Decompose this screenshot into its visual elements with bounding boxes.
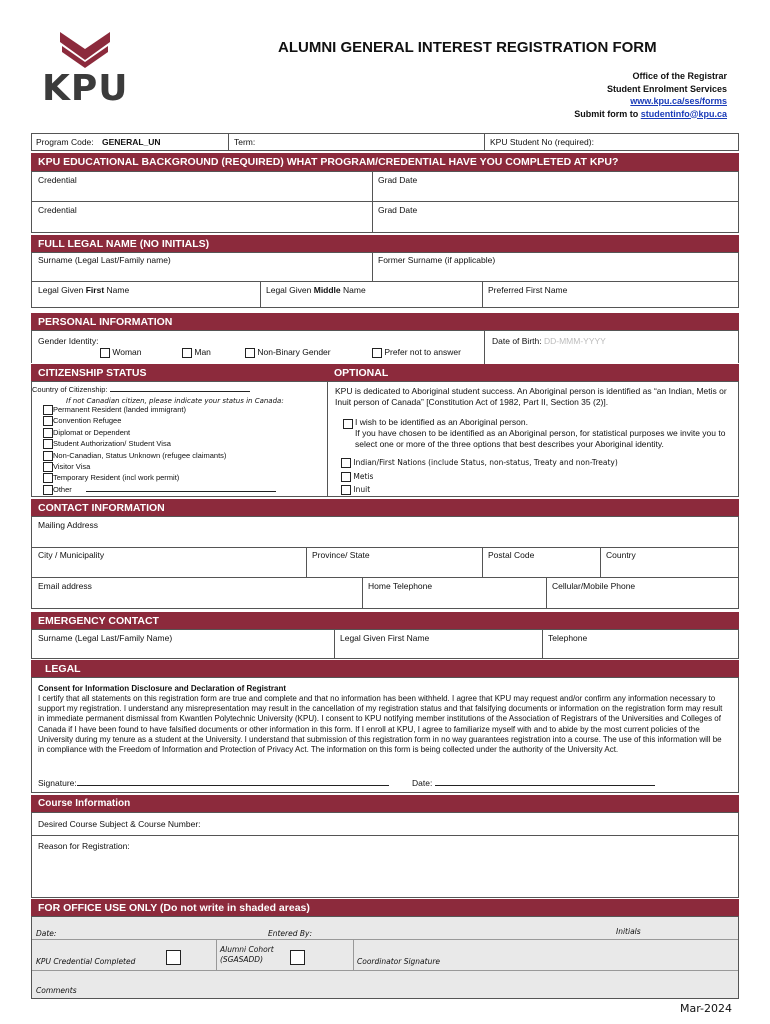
submit-prefix: Submit form to: [574, 108, 641, 119]
checkbox-icon[interactable]: [341, 458, 351, 468]
credential-completed-checkbox[interactable]: [166, 950, 181, 965]
status-label: Convention Refugee: [53, 416, 122, 426]
alumni-cohort: [220, 945, 274, 965]
grad-date-field-1[interactable]: Grad Date: [378, 175, 418, 185]
status-label: Student Authorization/ Student Visa: [53, 439, 171, 449]
checkbox-icon[interactable]: [43, 451, 53, 461]
coordinator-signature-label: Coordinator Signature: [357, 957, 441, 966]
gender-woman-label: Woman: [112, 347, 142, 357]
checkbox-icon[interactable]: [43, 485, 53, 495]
status-option[interactable]: [43, 438, 276, 449]
checkbox-icon[interactable]: [43, 416, 53, 426]
alumni-cohort-code: (SGASADD): [220, 955, 263, 964]
entered-by-label: Entered By:: [268, 929, 313, 938]
middle-prefix: Legal Given: [266, 285, 314, 295]
country-field[interactable]: [32, 385, 250, 394]
middle-suffix: Name: [340, 285, 366, 295]
status-option[interactable]: [43, 461, 276, 472]
gender-nonbinary[interactable]: [245, 347, 331, 358]
legal-heading: LEGAL: [31, 660, 739, 677]
preferred-name-field[interactable]: Preferred First Name: [488, 285, 568, 295]
alumni-cohort-checkbox[interactable]: [290, 950, 305, 965]
emergency-heading: EMERGENCY CONTACT: [31, 612, 739, 629]
consent-title: Consent for Information Disclosure and Declaration of Registrant: [38, 684, 287, 693]
postal-code-field[interactable]: Postal Code: [488, 550, 535, 560]
middle-bold: Middle: [313, 285, 341, 295]
credential-completed-label: KPU Credential Completed: [36, 957, 136, 966]
optional-heading: OPTIONAL: [327, 364, 739, 381]
signature-label: Signature:: [38, 778, 77, 788]
gender-woman[interactable]: [100, 347, 142, 358]
alumni-cohort-label: Alumni Cohort: [220, 945, 274, 954]
legal-name-section: [31, 252, 739, 308]
identity-label: Inuit: [353, 485, 371, 494]
dob-label: Date of Birth:: [492, 336, 542, 346]
status-option[interactable]: [43, 415, 276, 426]
checkbox-icon[interactable]: [43, 462, 53, 472]
gender-nonbinary-label: Non-Binary Gender: [257, 347, 331, 357]
term-field[interactable]: Term:: [234, 137, 256, 147]
identity-label: Indian/First Nations (include Status, non-status, Treaty and non-Treaty): [353, 458, 618, 467]
legal-date-field[interactable]: [412, 778, 655, 788]
identify-line-2: If you have chosen to be identified as an Aboriginal person, for statistical purposes we invite you to select one or more of the three options that best describes your Aboriginal identity.: [355, 428, 726, 449]
education-heading: KPU EDUCATIONAL BACKGROUND (REQUIRED) WHAT PROGRAM/CREDENTIAL HAVE YOU COMPLETED AT KPU?: [31, 153, 739, 171]
course-subject-field[interactable]: Desired Course Subject & Course Number:: [38, 819, 201, 829]
identity-option[interactable]: [341, 456, 618, 470]
city-field[interactable]: City / Municipality: [38, 550, 105, 560]
forms-link[interactable]: www.kpu.ca/ses/forms: [630, 96, 727, 106]
status-option-other[interactable]: [43, 484, 276, 495]
emergency-section: [31, 629, 739, 659]
citizenship-heading: CITIZENSHIP STATUS: [31, 364, 327, 381]
consent-text: I certify that all statements on this registration form are true and complete and that no information has been withheld. I agree that KPU may request and/or confirm any information necessary to support my registration. I understand any misrepresentation may result in the cancellation of my registration status and that falsifying documents or information on the registration form may result in immediate permanent dismissal from Kwantlen Polytechnic University (KPU). I consent to KPU notifying member institutions of the Association of Registrars of the Universities and Colleges of Canada if I have been found to have falsified documents or other information in this form. If I enroll at KPU, I agree to familiarize myself with and to abide by the most current policies of the University during my tenure as a student at the University. I understand that submission of this registration form in no way guarantees registration into a course. The use of this information will be in compliance with the Freedom of Information and Protection of Privacy Act. The information on this form is being collected under the authority of the University Act.: [38, 694, 723, 755]
education-section: [31, 171, 739, 233]
status-label: Visitor Visa: [53, 462, 91, 472]
gender-prefer-not-label: Prefer not to answer: [384, 347, 461, 357]
status-list: [43, 404, 276, 495]
program-code-value: GENERAL_UN: [102, 137, 161, 147]
status-option[interactable]: [43, 404, 276, 415]
course-heading: Course Information: [31, 795, 739, 812]
given-prefix: Legal Given: [38, 285, 86, 295]
program-code-label: Program Code:: [36, 137, 94, 147]
checkbox-icon[interactable]: [372, 348, 382, 358]
status-option[interactable]: [43, 450, 276, 461]
cell-phone-field[interactable]: Cellular/Mobile Phone: [552, 581, 636, 591]
comments-label: Comments: [36, 986, 77, 995]
given-middle-name-field[interactable]: [266, 285, 366, 295]
office-date-label: Date:: [36, 929, 57, 938]
checkbox-icon[interactable]: [341, 472, 351, 482]
office-section: [31, 916, 739, 999]
dob-placeholder: DD-MMM-YYYY: [543, 336, 606, 346]
services-name: Student Enrolment Services: [606, 83, 727, 94]
former-surname-field[interactable]: Former Surname (if applicable): [378, 255, 496, 265]
status-label: Temporary Resident (incl work permit): [53, 473, 180, 483]
kpu-logo: [40, 32, 130, 110]
aboriginal-identify: [355, 417, 735, 450]
identify-line-1: I wish to be identified as an Aboriginal person.: [355, 417, 528, 427]
status-label: Other: [53, 484, 72, 494]
gender-prefer-not[interactable]: [372, 347, 461, 358]
status-label: Diplomat or Dependent: [53, 427, 131, 437]
status-label: Permanent Resident (landed immigrant): [53, 405, 186, 414]
emergency-surname-field[interactable]: Surname (Legal Last/Family Name): [38, 633, 173, 643]
status-note: If not Canadian citizen, please indicate your status in Canada:: [66, 397, 284, 405]
gender-man[interactable]: [182, 347, 211, 358]
credential-field-2[interactable]: Credential: [38, 205, 77, 215]
email-field[interactable]: Email address: [38, 581, 92, 591]
checkbox-icon[interactable]: [43, 439, 53, 449]
form-title: ALUMNI GENERAL INTEREST REGISTRATION FORM: [278, 39, 657, 56]
course-section: [31, 812, 739, 898]
office-heading: FOR OFFICE USE ONLY (Do not write in shaded areas): [31, 899, 739, 916]
office-name: Office of the Registrar: [632, 71, 727, 81]
citizenship-section: [31, 381, 739, 497]
given-bold: First: [85, 285, 105, 295]
identity-option[interactable]: [341, 483, 618, 497]
mailing-address-field[interactable]: Mailing Address: [38, 520, 99, 530]
status-option[interactable]: [43, 472, 276, 483]
given-first-name-field[interactable]: [38, 285, 129, 295]
gender-man-label: Man: [194, 347, 211, 357]
contact-section: [31, 516, 739, 609]
initials-label: Initials: [616, 927, 641, 936]
legal-section: [31, 677, 739, 793]
credential-field-1[interactable]: Credential: [38, 175, 77, 185]
program-row: [31, 133, 739, 151]
given-suffix: Name: [104, 285, 130, 295]
identity-option[interactable]: [341, 470, 618, 484]
home-phone-field[interactable]: Home Telephone: [368, 581, 433, 591]
grad-date-field-2[interactable]: Grad Date: [378, 205, 418, 215]
personal-section: [31, 330, 739, 363]
legal-name-heading: FULL LEGAL NAME (NO INITIALS): [31, 235, 739, 252]
checkbox-icon[interactable]: [43, 405, 53, 415]
student-no-field[interactable]: KPU Student No (required):: [490, 137, 594, 147]
aboriginal-intro: KPU is dedicated to Aboriginal student success. An Aboriginal person is identified as “an Indian, Metis or Inuit person of Canada” [Constitution Act of 1982, Part II, Section 35 (2)].: [335, 386, 727, 407]
gender-label: Gender Identity:: [38, 336, 99, 346]
checkbox-icon[interactable]: [245, 348, 255, 358]
province-field[interactable]: Province/ State: [312, 550, 370, 560]
dob-field[interactable]: [492, 336, 606, 346]
aboriginal-checkbox[interactable]: [343, 419, 353, 429]
logo-text: KPU: [42, 68, 129, 109]
emergency-phone-field[interactable]: Telephone: [548, 633, 588, 643]
checkbox-icon[interactable]: [341, 485, 351, 495]
status-label: Non-Canadian, Status Unknown (refugee claimants): [53, 450, 227, 460]
checkbox-icon[interactable]: [43, 428, 53, 438]
submit-email-link[interactable]: studentinfo@kpu.ca: [640, 108, 727, 119]
identity-list: [341, 456, 618, 497]
checkbox-icon[interactable]: [43, 473, 53, 483]
signature-field[interactable]: [38, 778, 389, 788]
checkbox-icon[interactable]: [182, 348, 192, 358]
status-option[interactable]: [43, 427, 276, 438]
country-address-field[interactable]: Country: [606, 550, 636, 560]
checkbox-icon[interactable]: [100, 348, 110, 358]
personal-heading: PERSONAL INFORMATION: [31, 313, 739, 330]
legal-date-label: Date:: [412, 778, 433, 788]
country-label: Country of Citizenship:: [32, 385, 108, 394]
reason-field[interactable]: Reason for Registration:: [38, 841, 130, 851]
surname-field[interactable]: Surname (Legal Last/Family name): [38, 255, 171, 265]
contact-heading: CONTACT INFORMATION: [31, 499, 739, 516]
emergency-given-field[interactable]: Legal Given First Name: [340, 633, 430, 643]
identity-label: Metis: [353, 471, 374, 481]
header-contact: [574, 70, 727, 120]
footer-date: Mar-2024: [679, 1002, 732, 1015]
